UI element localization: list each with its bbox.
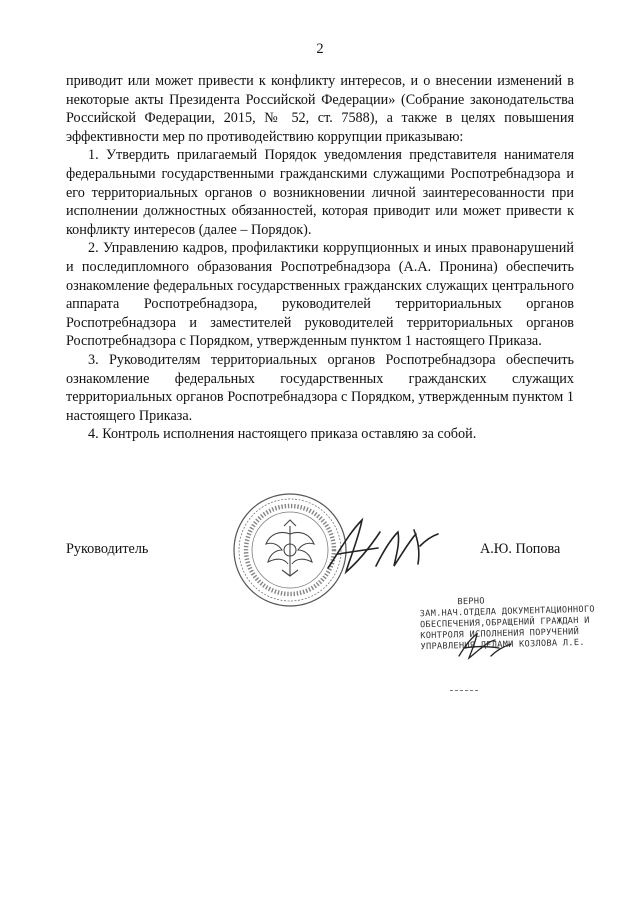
item-2: 2. Управлению кадров, профилактики коррупционных и иных правонарушений и последипломного образования Роспотребнадзора (А.А. Пронина) обеспечить ознакомление федеральных государственных гражданских служащих центрального аппарата Роспотребнадзора, руководителей территориальных органов Роспотребнадзора и заместителей руководителей территориальных органов Роспотребнадзора с Порядком, утвержденным пунктом 1 настоящего Приказа. [66, 240, 574, 350]
stamp-line: КОНТРОЛЯ ИСПОЛНЕНИЯ ПОРУЧЕНИЙ [420, 627, 580, 642]
item-3: 3. Руководителям территориальных органов Роспотребнадзора обеспечить ознакомление федеральных государственных гражданских служащих территориальных органов Роспотребнадзора с Порядком, утвержденным пунктом 1 настоящего Приказа. [66, 351, 574, 424]
stamp-line: УПРАВЛЕНИЯ ДЕЛАМИ КОЗЛОВА Л.Е. [420, 637, 585, 653]
page-number: 2 [316, 41, 324, 57]
signer-title: Руководитель [66, 541, 149, 557]
document-body [66, 72, 574, 444]
signer-name: А.Ю. Попова [480, 541, 561, 557]
item-1: 1. Утвердить прилагаемый Порядок уведомления представителя нанимателя федеральными государственными гражданскими служащими Роспотребнадзора и его территориальных органов о возникновении личной заинтересованности при исполнении должностных обязанностей, которая приводит или может привести к конфликту интересов (далее – Порядок). [66, 147, 574, 238]
stamp-line: ОБЕСПЕЧЕНИЯ,ОБРАЩЕНИЙ ГРАЖДАН И [419, 615, 590, 631]
stamp-line: ЗАМ.НАЧ.ОТДЕЛА ДОКУМЕНТАЦИОННОГО [419, 604, 595, 620]
item-4: 4. Контроль исполнения настоящего приказа оставляю за собой. [88, 426, 477, 443]
stamp-mark [450, 690, 478, 693]
intro-paragraph: приводит или может привести к конфликту интересов, и о внесении изменений в некоторые акты Президента Российской Федерации» (Собрание законодательства Российской Федерации, 2015, № 52, ст. 7588), а также в целях повышения эффективности мер по противодействию коррупции приказываю: [66, 73, 574, 145]
stamp-line: ВЕРНО [457, 596, 485, 608]
stamp-signature-image [455, 626, 515, 666]
signature-image [320, 510, 440, 580]
